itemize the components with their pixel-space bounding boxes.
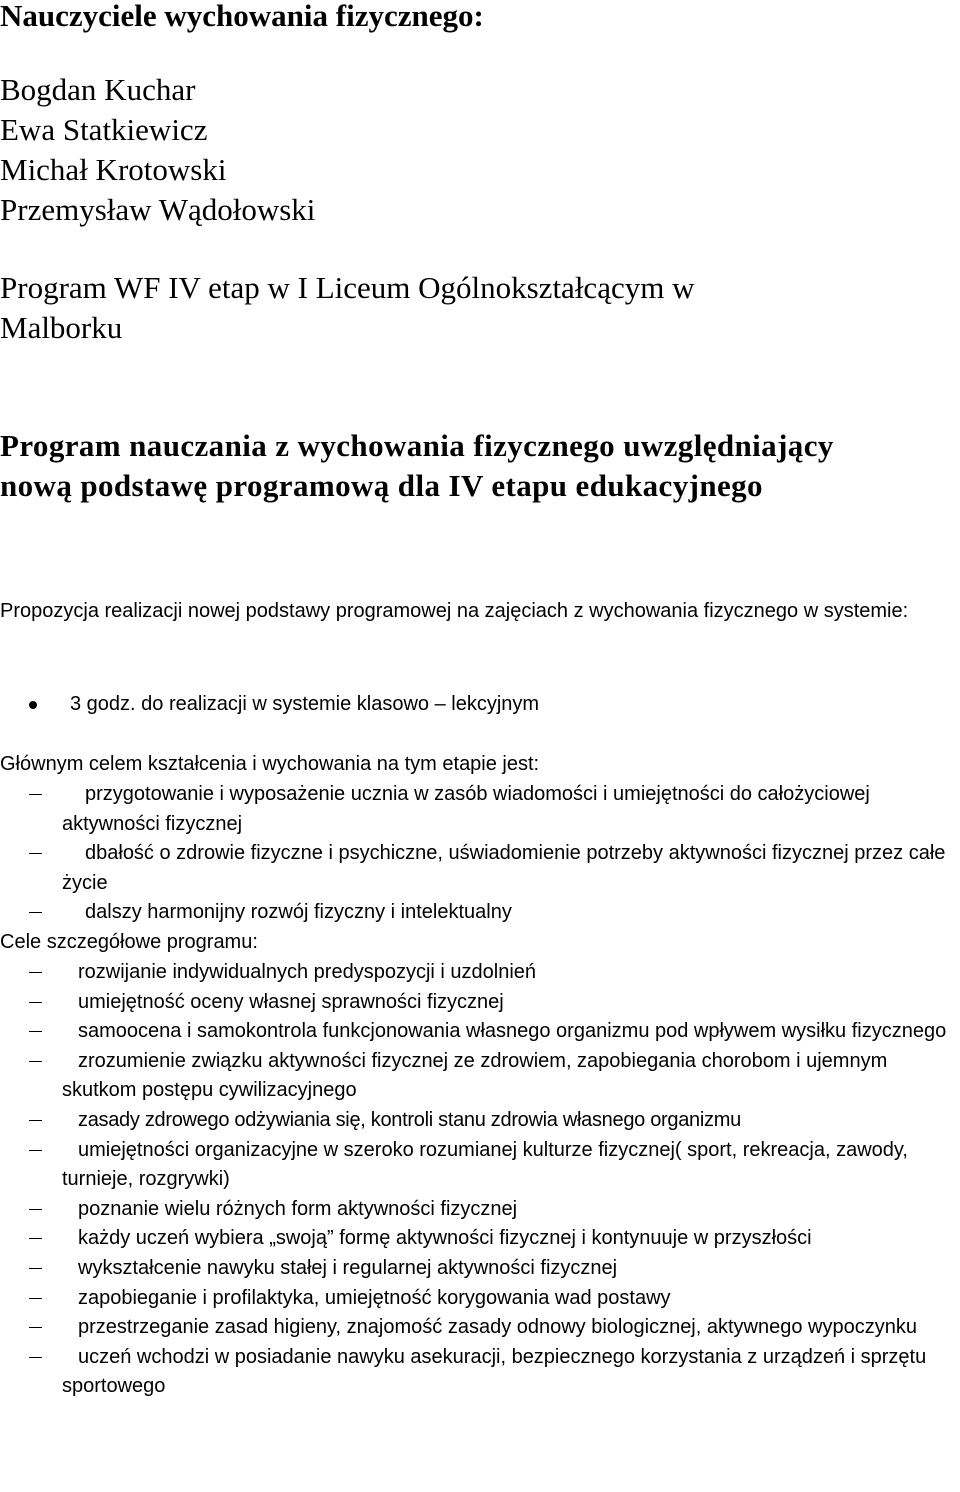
list-item	[0, 1047, 960, 1106]
dash-icon	[29, 912, 42, 913]
detail-text: zrozumienie związku aktywności fizycznej ze zdrowiem, zapobiegania chorobom i ujemnym skutkom postępu cywilizacyjnego	[62, 1049, 888, 1102]
program-wf-line: Program WF IV etap w I Liceum Ogólnokształcącym w	[0, 270, 695, 305]
list-item	[0, 839, 955, 898]
list-item	[0, 1224, 960, 1254]
list-item	[0, 958, 960, 988]
dash-icon	[29, 1298, 42, 1299]
dash-icon	[29, 972, 42, 973]
detailed-goals-heading: Cele szczegółowe programu:	[0, 931, 258, 953]
detail-text: poznanie wielu różnych form aktywności fizycznej	[78, 1197, 518, 1220]
list-item	[0, 1313, 960, 1343]
list-item	[0, 988, 960, 1018]
detail-text: samoocena i samokontrola funkcjonowania własnego organizmu pod wpływem wysiłku fizycznego	[78, 1020, 947, 1043]
detail-text: każdy uczeń wybiera „swoją” formę aktywności fizycznej i kontynuuje w przyszłości	[78, 1227, 812, 1250]
detail-text: zapobieganie i profilaktyka, umiejętność korygowania wad postawy	[78, 1286, 671, 1309]
list-item	[0, 1017, 960, 1047]
dash-icon	[29, 1031, 42, 1032]
program-main-heading	[0, 426, 834, 506]
dash-icon	[29, 1268, 42, 1269]
dash-icon	[29, 853, 42, 854]
dash-icon	[29, 1002, 42, 1003]
dash-icon	[29, 1209, 42, 1210]
teacher-name: Michał Krotowski	[0, 152, 227, 187]
goals-heading: Głównym celem kształcenia i wychowania na tym etapie jest:	[0, 753, 540, 775]
proposal-paragraph: Propozycja realizacji nowej podstawy programowej na zajęciach z wychowania fizycznego w systemie:	[0, 600, 909, 622]
teacher-name: Przemysław Wądołowski	[0, 192, 316, 227]
detail-text: umiejętność oceny własnej sprawności fizycznej	[78, 990, 504, 1013]
program-main-line: nową podstawę programową dla IV etapu edukacyjnego	[0, 468, 763, 503]
teacher-list	[0, 70, 315, 230]
goal-text: przygotowanie i wyposażenie ucznia w zasób wiadomości i umiejętności do całożyciowej aktywności fizycznej	[62, 783, 870, 835]
teacher-name: Bogdan Kuchar	[0, 72, 196, 107]
list-item	[0, 1106, 960, 1136]
teacher-name: Ewa Statkiewicz	[0, 112, 208, 147]
list-item	[0, 1343, 960, 1402]
dash-icon	[29, 794, 42, 795]
program-main-line: Program nauczania z wychowania fizycznego uwzględniający	[0, 428, 834, 463]
program-wf-heading	[0, 268, 694, 348]
list-item	[0, 1284, 960, 1314]
detail-text: umiejętności organizacyjne w szeroko rozumianej kulturze fizycznej( sport, rekreacja, zawody, turnieje, rozgrywki)	[62, 1138, 908, 1191]
bullet-icon	[29, 701, 37, 709]
dash-icon	[29, 1150, 42, 1151]
list-item	[0, 780, 955, 839]
detail-text: rozwijanie indywidualnych predyspozycji i uzdolnień	[78, 961, 537, 983]
detail-text: zasady zdrowego odżywiania się, kontroli stanu zdrowia własnego organizmu	[78, 1108, 741, 1131]
page-title: Nauczyciele wychowania fizycznego:	[0, 0, 484, 33]
goals-list	[0, 780, 955, 928]
list-item	[0, 1195, 960, 1225]
list-item	[0, 1254, 960, 1284]
detail-text: uczeń wchodzi w posiadanie nawyku asekuracji, bezpiecznego korzystania z urządzeń i sprzętu sportowego	[62, 1345, 927, 1398]
program-wf-line: Malborku	[0, 310, 123, 345]
dash-icon	[29, 1238, 42, 1239]
detail-text: przestrzeganie zasad higieny, znajomość zasady odnowy biologicznej, aktywnego wypoczynku	[78, 1316, 917, 1339]
list-item	[0, 898, 955, 928]
goal-text: dbałość o zdrowie fizyczne i psychiczne, uświadomienie potrzeby aktywności fizycznej przez całe życie	[62, 842, 946, 894]
detail-text: wykształcenie nawyku stałej i regularnej aktywności fizycznej	[78, 1256, 618, 1279]
dash-icon	[29, 1061, 42, 1062]
list-item	[0, 1136, 960, 1195]
dash-icon	[29, 1327, 42, 1328]
dash-icon	[29, 1357, 42, 1358]
goal-text: dalszy harmonijny rozwój fizyczny i intelektualny	[85, 901, 512, 924]
system-bullet-text: 3 godz. do realizacji w systemie klasowo – lekcyjnym	[70, 693, 540, 715]
dash-icon	[29, 1120, 42, 1121]
detailed-goals-list	[0, 958, 960, 1402]
